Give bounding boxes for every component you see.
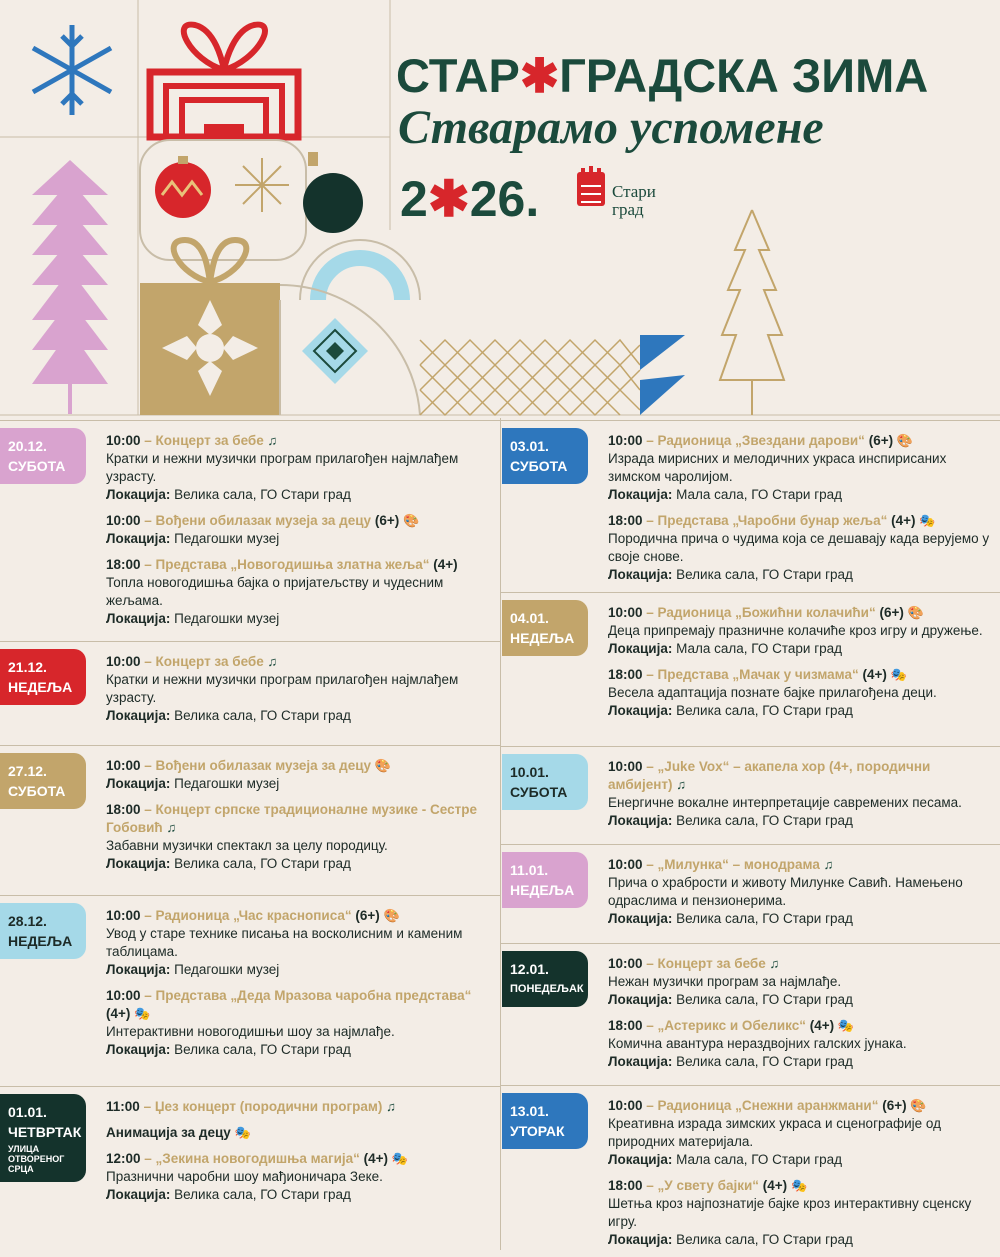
page-title: СТАР✱ГРАДСКА ЗИМА <box>396 49 929 102</box>
event-description: Празнични чаробни шоу мађионичара Зеке. <box>106 1169 383 1184</box>
day-events <box>608 604 996 728</box>
event-item <box>608 512 996 584</box>
location-note: УЛИЦА ОТВОРЕНОГ СРЦА <box>8 1144 65 1174</box>
location-label: Локација: <box>106 531 171 546</box>
event-item <box>608 856 996 928</box>
event-title: – Вођени обилазак музеја за децу <box>144 513 372 528</box>
date-badge <box>0 753 86 809</box>
event-description: Прича о храбрости и животу Милунке Савић. Намењено одраслима и пензионерима. <box>608 875 963 908</box>
day-label: НЕДЕЉА <box>8 679 73 695</box>
event-time: 10:00 <box>608 857 643 872</box>
event-heading <box>106 987 494 1023</box>
red-asterisk-icon: ✱ <box>519 49 560 102</box>
day-label: ПОНЕДЕЉАК <box>510 983 584 995</box>
red-ornament-icon <box>155 156 211 218</box>
event-time: 18:00 <box>106 802 141 817</box>
theater-masks-icon: 🎭 <box>837 1018 855 1033</box>
location-label: Локација: <box>106 1042 171 1057</box>
day-label: СУБОТА <box>8 783 66 799</box>
event-item <box>106 512 494 548</box>
event-heading <box>106 1098 494 1116</box>
event-item <box>106 987 494 1059</box>
section-divider <box>500 420 1000 421</box>
gold-lattice <box>420 340 640 415</box>
day-label: СУБОТА <box>8 458 66 474</box>
location-value: Мала сала, ГО Стари град <box>676 641 843 656</box>
event-heading <box>608 955 996 973</box>
location-value: Педагошки музеј <box>174 776 280 791</box>
event-description: Нежан музички програм за најмлађе. <box>608 974 842 989</box>
section-divider <box>0 895 500 896</box>
event-heading <box>608 1177 996 1195</box>
event-item <box>106 907 494 979</box>
day-label: НЕДЕЉА <box>510 882 575 898</box>
event-heading <box>608 604 996 622</box>
event-location <box>608 991 996 1009</box>
date-badge <box>0 903 86 959</box>
event-location <box>608 640 996 658</box>
blue-triangles-icon <box>640 335 685 415</box>
day-events <box>106 907 494 1067</box>
location-label: Локација: <box>106 487 171 502</box>
location-value: Велика сала, ГО Стари град <box>174 708 351 723</box>
event-location <box>106 610 494 628</box>
event-title: – Радионица „Звездани дарови“ <box>646 433 865 448</box>
event-heading <box>106 653 494 671</box>
column-divider <box>500 418 501 1250</box>
event-time: 10:00 <box>106 433 141 448</box>
palette-icon: 🎨 <box>910 1098 927 1113</box>
event-time: 10:00 <box>106 654 141 669</box>
event-title: – „Милунка“ – монодрама <box>646 857 820 872</box>
theater-masks-icon: 🎭 <box>919 513 936 528</box>
day-label: ЧЕТВРТАК <box>8 1124 82 1140</box>
location-value: Велика сала, ГО Стари град <box>174 1042 351 1057</box>
event-heading <box>608 1097 996 1115</box>
age-label: (4+) <box>106 1006 131 1021</box>
red-gift-icon <box>150 25 298 137</box>
section-divider <box>500 592 1000 593</box>
event-location <box>608 702 996 720</box>
music-note-icon: ♫ <box>676 777 686 792</box>
location-label: Локација: <box>608 1232 673 1247</box>
location-value: Велика сала, ГО Стари град <box>676 1054 853 1069</box>
event-time: 18:00 <box>106 557 141 572</box>
red-asterisk-icon: ✱ <box>427 171 470 227</box>
age-label: (6+) <box>355 908 380 923</box>
event-location <box>608 1151 996 1169</box>
event-location <box>106 1041 494 1059</box>
day-label: НЕДЕЉА <box>8 933 73 949</box>
date-badge <box>502 951 588 1007</box>
event-title: – Радионица „Час краснописа“ <box>144 908 352 923</box>
location-label: Локација: <box>608 911 673 926</box>
event-description: Интерактивни новогодишњи шоу за најмлађе. <box>106 1024 395 1039</box>
date-label: 04.01. <box>510 610 549 626</box>
event-item <box>106 801 494 873</box>
palette-icon: 🎨 <box>383 908 400 923</box>
day-events <box>608 432 996 592</box>
event-location <box>608 1231 996 1249</box>
event-title: – Концерт за бебе <box>646 956 766 971</box>
event-heading <box>106 757 494 775</box>
date-badge <box>0 428 86 484</box>
event-item <box>608 432 996 504</box>
date-label: 01.01. <box>8 1104 47 1120</box>
location-label: Локација: <box>608 813 673 828</box>
date-label: 20.12. <box>8 438 47 454</box>
section-divider <box>500 1085 1000 1086</box>
location-value: Педагошки музеј <box>174 962 280 977</box>
location-label: Локација: <box>608 1054 673 1069</box>
age-label: (6+) <box>868 433 894 448</box>
event-title: – Радионица „Снежни аранжмани“ <box>646 1098 879 1113</box>
gold-star-icon <box>235 158 289 212</box>
event-time: 10:00 <box>608 1098 643 1113</box>
location-value: Велика сала, ГО Стари град <box>676 992 853 1007</box>
event-item <box>608 666 996 720</box>
event-heading <box>106 1150 494 1168</box>
location-label: Локација: <box>106 776 171 791</box>
palette-icon: 🎨 <box>896 433 914 448</box>
location-value: Велика сала, ГО Стари град <box>174 487 351 502</box>
event-time: 10:00 <box>608 759 643 774</box>
event-description: Креативна израда зимских украса и сценографије од природних материјала. <box>608 1116 942 1149</box>
event-heading <box>608 856 996 874</box>
event-time: 11:00 <box>106 1099 140 1114</box>
palette-icon: 🎨 <box>374 758 392 773</box>
age-label: (6+) <box>882 1098 907 1113</box>
day-events <box>106 1098 494 1212</box>
stari-grad-crest-icon <box>577 166 605 206</box>
day-events <box>608 856 996 936</box>
event-heading <box>106 432 494 450</box>
event-title: – „У свету бајки“ <box>646 1178 760 1193</box>
snowflake-icon <box>33 25 111 115</box>
event-item <box>608 955 996 1009</box>
location-label: Локација: <box>608 1152 673 1167</box>
date-label: 28.12. <box>8 913 47 929</box>
event-location <box>608 910 996 928</box>
date-label: 13.01. <box>510 1103 549 1119</box>
date-label: 21.12. <box>8 659 47 675</box>
outline-tree-icon <box>720 210 784 415</box>
event-time: 10:00 <box>106 513 141 528</box>
music-note-icon: ♫ <box>769 956 780 971</box>
event-item <box>608 1097 996 1169</box>
date-badge <box>0 649 86 705</box>
event-title: – Представа „Мачак у чизмама“ <box>646 667 859 682</box>
event-time: 10:00 <box>608 605 643 620</box>
location-label: Локација: <box>106 962 171 977</box>
event-description: Шетња кроз најпознатије бајке кроз интерактивну сценску игру. <box>608 1196 972 1229</box>
location-label: Локација: <box>608 567 673 582</box>
event-time: 18:00 <box>608 513 643 528</box>
location-label: Локација: <box>106 856 171 871</box>
event-location <box>608 1053 996 1071</box>
music-note-icon: ♫ <box>386 1099 396 1114</box>
event-title: – Концерт српске традиционалне музике - Сестре Гобовић <box>106 802 477 835</box>
date-badge <box>502 754 588 810</box>
location-label: Локација: <box>608 487 673 502</box>
location-label: Локација: <box>608 992 673 1007</box>
date-label: 03.01. <box>510 438 549 454</box>
date-badge <box>502 428 588 484</box>
age-label: (4+) <box>363 1151 389 1166</box>
event-title: – Џез концерт (породични програм) <box>143 1099 383 1114</box>
event-description: Кратки и нежни музички програм прилагођен најмлађем узрасту. <box>106 672 459 705</box>
day-events <box>608 758 996 838</box>
event-time: 10:00 <box>608 956 643 971</box>
event-item <box>608 1017 996 1071</box>
event-location <box>608 486 996 504</box>
section-divider <box>0 641 500 642</box>
event-title: – Концерт за бебе <box>144 654 264 669</box>
event-heading <box>106 801 494 837</box>
location-value: Мала сала, ГО Стари град <box>676 487 843 502</box>
date-label: 10.01. <box>510 764 549 780</box>
event-item <box>608 1177 996 1249</box>
event-location <box>106 1186 494 1204</box>
palette-icon: 🎨 <box>402 513 420 528</box>
dark-ornament-icon <box>303 152 363 233</box>
event-description: Увод у старе технике писања на восколисним и каменим таблицама. <box>106 926 463 959</box>
location-value: Педагошки музеј <box>174 611 280 626</box>
event-item <box>106 1124 494 1142</box>
music-note-icon: ♫ <box>267 654 278 669</box>
event-description: Комична авантура нераздвојних галских јунака. <box>608 1036 907 1051</box>
event-title: – Концерт за бебе <box>144 433 264 448</box>
day-events <box>106 653 494 733</box>
event-heading <box>608 1017 996 1035</box>
event-title: – „Зекина новогодишња магија“ <box>144 1151 360 1166</box>
event-heading <box>106 907 494 925</box>
date-badge <box>502 600 588 656</box>
section-divider <box>500 746 1000 747</box>
palette-icon: 🎨 <box>907 605 924 620</box>
event-title: – Представа „Чаробни бунар жеља“ <box>646 513 888 528</box>
event-location <box>106 707 494 725</box>
section-divider <box>0 420 500 421</box>
event-heading <box>106 556 494 574</box>
date-badge <box>502 1093 588 1149</box>
age-label: (4+) <box>891 513 916 528</box>
location-value: Велика сала, ГО Стари град <box>676 813 853 828</box>
section-divider <box>500 943 1000 944</box>
event-heading <box>608 758 996 794</box>
event-title: – Представа „Новогодишња златна жеља“ <box>144 557 430 572</box>
date-badge <box>0 1094 86 1182</box>
event-item <box>106 1098 494 1116</box>
theater-masks-icon: 🎭 <box>790 1178 808 1193</box>
event-description: Кратки и нежни музички програм прилагођен најмлађем узрасту. <box>106 451 459 484</box>
page-subtitle: Стварамо успомене <box>398 101 824 154</box>
section-divider <box>0 745 500 746</box>
gold-gift-icon <box>140 240 280 415</box>
event-description: Породична прича о чудима која се дешавају када верујемо у своје снове. <box>608 531 990 564</box>
day-events <box>106 757 494 881</box>
location-label: Локација: <box>106 611 171 626</box>
event-time: 10:00 <box>106 908 141 923</box>
event-time: 12:00 <box>106 1151 141 1166</box>
event-description: Весела адаптација познате бајке прилагођена деци. <box>608 685 937 700</box>
event-title: – Вођени обилазак музеја за децу <box>144 758 372 773</box>
event-item <box>608 604 996 658</box>
age-label: (4+) <box>433 557 458 572</box>
location-label: Локација: <box>106 708 171 723</box>
age-label: (4+) <box>809 1018 835 1033</box>
event-item <box>106 432 494 504</box>
location-value: Велика сала, ГО Стари град <box>676 567 853 582</box>
theater-masks-icon: 🎭 <box>890 667 907 682</box>
event-heading <box>106 512 494 530</box>
event-description: Енергичне вокалне интерпретације савремених песама. <box>608 795 962 810</box>
event-item <box>106 757 494 793</box>
day-label: СУБОТА <box>510 458 568 474</box>
day-events <box>608 955 996 1079</box>
age-label: (6+) <box>879 605 904 620</box>
event-heading <box>608 432 996 450</box>
logo-text: Стари град <box>612 182 656 219</box>
location-value: Мала сала, ГО Стари град <box>676 1152 843 1167</box>
day-label: НЕДЕЉА <box>510 630 575 646</box>
age-label: (4+) <box>762 1178 788 1193</box>
decorative-arcs <box>280 240 420 415</box>
event-location <box>106 855 494 873</box>
event-location <box>106 961 494 979</box>
event-item <box>608 758 996 830</box>
event-location <box>106 530 494 548</box>
event-item <box>106 1150 494 1204</box>
event-title: – Представа „Деда Мразова чаробна представа“ <box>144 988 472 1003</box>
event-description: Израда мирисних и мелодичних украса инспирисаних зимском чаролијом. <box>608 451 947 484</box>
date-label: 11.01. <box>510 862 549 878</box>
music-note-icon: ♫ <box>166 820 177 835</box>
location-value: Велика сала, ГО Стари град <box>174 856 351 871</box>
age-label: (4+) <box>862 667 887 682</box>
event-heading <box>106 1124 494 1142</box>
event-time: 18:00 <box>608 667 643 682</box>
location-value: Велика сала, ГО Стари град <box>174 1187 351 1202</box>
location-label: Локација: <box>608 703 673 718</box>
location-value: Педагошки музеј <box>174 531 280 546</box>
date-label: 12.01. <box>510 961 549 977</box>
event-time: Анимација за децу <box>106 1125 231 1140</box>
event-time: 18:00 <box>608 1178 643 1193</box>
event-time: 10:00 <box>106 988 141 1003</box>
event-description: Забавни музички спектакл за целу породицу. <box>106 838 388 853</box>
date-badge <box>502 852 588 908</box>
section-divider <box>0 1086 500 1087</box>
date-label: 27.12. <box>8 763 47 779</box>
event-description: Топла новогодишња бајка о пријатељству и чудесним жељама. <box>106 575 444 608</box>
location-value: Велика сала, ГО Стари град <box>676 1232 853 1247</box>
event-time: 10:00 <box>608 433 643 448</box>
location-value: Велика сала, ГО Стари град <box>676 911 853 926</box>
music-note-icon: ♫ <box>823 857 834 872</box>
event-heading <box>608 512 996 530</box>
event-heading <box>608 666 996 684</box>
event-description: Деца припремају празничне колачиће кроз игру и дружење. <box>608 623 983 638</box>
location-label: Локација: <box>106 1187 171 1202</box>
age-label: (6+) <box>374 513 400 528</box>
event-location <box>106 486 494 504</box>
blue-diamond-icon <box>302 318 368 384</box>
event-time: 10:00 <box>106 758 141 773</box>
event-item <box>106 653 494 725</box>
theater-masks-icon: 🎭 <box>234 1125 251 1140</box>
theater-masks-icon: 🎭 <box>134 1006 151 1021</box>
section-divider <box>500 844 1000 845</box>
day-label: СУБОТА <box>510 784 568 800</box>
location-label: Локација: <box>608 641 673 656</box>
day-label: УТОРАК <box>510 1123 565 1139</box>
event-location <box>106 775 494 793</box>
event-title: – Радионица „Божићни колачићи“ <box>646 605 876 620</box>
event-title: – „Juke Vox“ – акапела хор (4+, породични амбијент) <box>608 759 931 792</box>
day-events <box>106 432 494 636</box>
theater-masks-icon: 🎭 <box>391 1151 408 1166</box>
pink-tree-icon <box>32 160 108 414</box>
day-events <box>608 1097 996 1257</box>
event-location <box>608 566 996 584</box>
event-title: – „Астерикс и Обеликс“ <box>646 1018 806 1033</box>
music-note-icon: ♫ <box>267 433 278 448</box>
event-item <box>106 556 494 628</box>
location-value: Велика сала, ГО Стари град <box>676 703 853 718</box>
event-time: 18:00 <box>608 1018 643 1033</box>
year-label: 2✱26. <box>400 171 540 227</box>
event-location <box>608 812 996 830</box>
